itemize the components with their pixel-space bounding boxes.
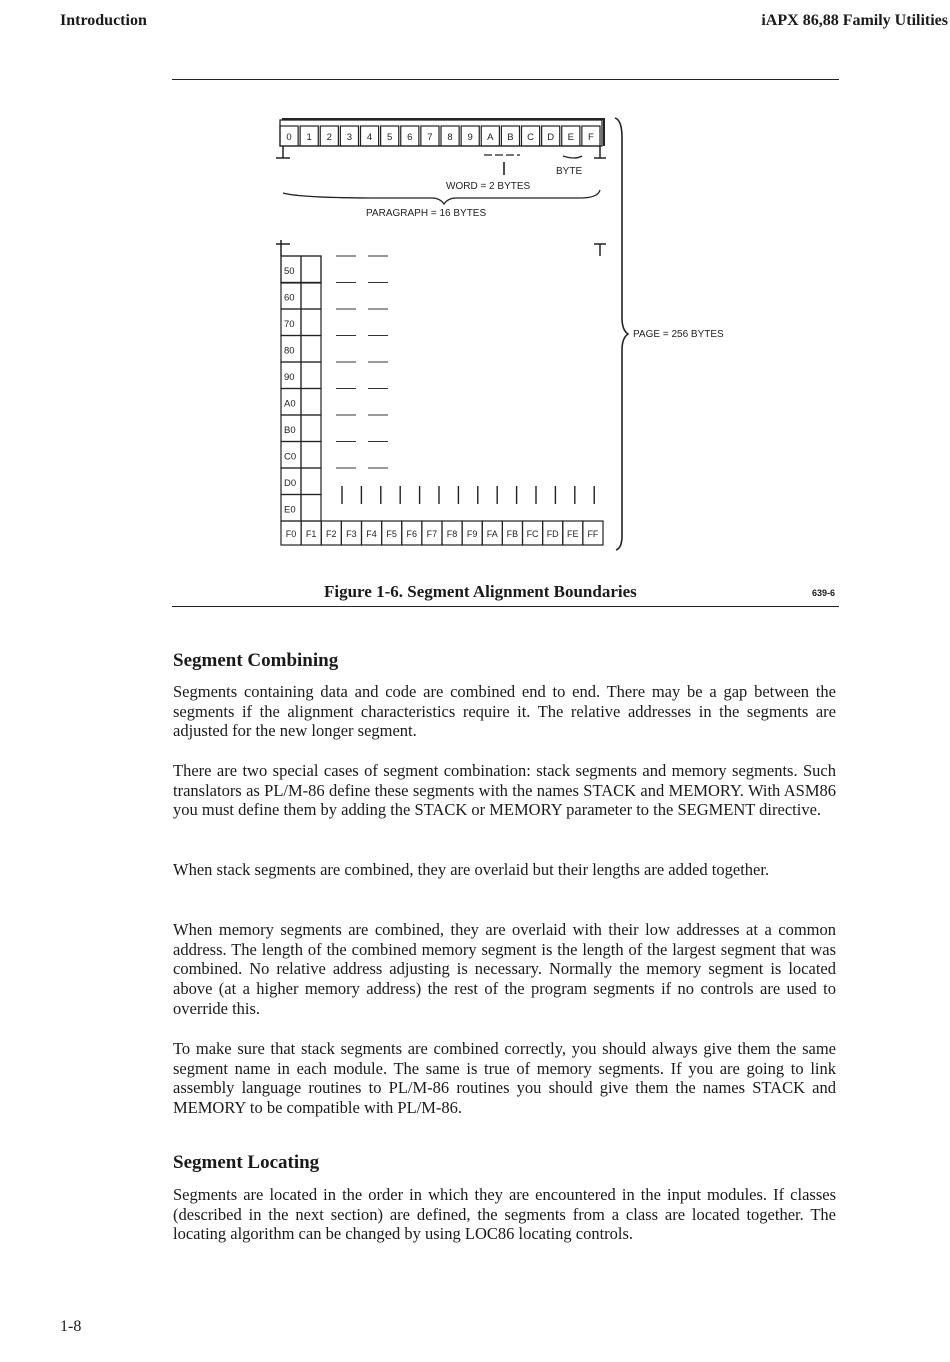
top-row-cell-label: C	[527, 132, 534, 143]
left-column-cell	[301, 336, 321, 363]
bottom-row-cell-label: FE	[567, 529, 579, 539]
figure-caption: Figure 1-6. Segment Alignment Boundaries	[324, 582, 637, 601]
top-row-cell-label: D	[547, 132, 555, 143]
bottom-row-cell-label: F4	[366, 529, 377, 539]
figure-code: 639-6	[812, 588, 836, 598]
top-row-cell-label: 2	[326, 132, 332, 143]
left-column-cell-label: 50	[284, 266, 295, 277]
byte-label: BYTE	[556, 166, 583, 177]
bottom-row-cell-label: F5	[386, 529, 397, 539]
figure-bottom-rule	[172, 606, 839, 607]
left-column-cell-label: 60	[284, 292, 295, 304]
left-column-cell-label: E0	[284, 504, 296, 516]
bottom-row-cell-label: F3	[346, 529, 357, 539]
byte-brace	[563, 156, 582, 158]
left-column-cell-label: B0	[284, 425, 296, 436]
paragraph: Segments are located in the order in which they are encountered in the input modules. If classes (described in the next section) are defined, the segments from a class are located together. The locating algorithm can be changed by using LOC86 locating controls.	[173, 1185, 836, 1244]
left-column-cell	[301, 495, 321, 522]
left-column-cell-label: C0	[284, 451, 297, 463]
left-column-cell	[301, 415, 321, 442]
top-row-cell-label: 3	[346, 132, 353, 143]
paragraph: When memory segments are combined, they are overlaid with their low addresses at a common address. The length of the combined memory segment is the length of the largest segment that was combined. No relative address adjusting is necessary. Normally the memory segment is located above (at a higher memory address) the rest of the program segments if no controls are used to override this.	[173, 920, 836, 1018]
bottom-row-cell-label: F0	[285, 529, 297, 539]
bottom-row-cell-label: F1	[305, 529, 317, 539]
left-column-cell	[301, 362, 321, 389]
left-column-cell	[301, 442, 321, 469]
bottom-row-cell-label: FA	[486, 529, 498, 539]
bottom-row-cell-label: F9	[466, 529, 478, 539]
top-row-cell-label: 0	[286, 132, 292, 143]
left-column-cell	[301, 468, 321, 495]
paragraph: There are two special cases of segment combination: stack segments and memory segments. Such translators as PL/M-86 define these segments with the names STACK and MEMORY. With ASM86 you must define them by adding the STACK or MEMORY parameter to the SEGMENT directive.	[173, 761, 836, 820]
bottom-row-cell-label: FC	[526, 529, 539, 539]
left-column-cell-label: 90	[284, 372, 295, 383]
top-row-cell-label: 9	[467, 132, 473, 143]
running-header-left: Introduction	[60, 12, 147, 29]
bottom-row-cell-label: FB	[506, 529, 519, 539]
segment-alignment-diagram	[0, 0, 950, 620]
page-label: PAGE = 256 BYTES	[633, 329, 724, 340]
bottom-row-cell-label: F8	[446, 529, 458, 539]
left-column-cell	[301, 256, 321, 283]
top-row-cell-label: A	[487, 132, 494, 143]
top-row-cell-label: 8	[447, 132, 453, 143]
top-row-cell-label: F	[588, 132, 594, 143]
paragraph-label: PARAGRAPH = 16 BYTES	[366, 208, 487, 219]
top-row-cell-label: 7	[427, 132, 433, 143]
page-brace	[615, 118, 628, 550]
section-heading-segment-locating: Segment Locating	[173, 1152, 320, 1173]
left-column-cell-label: A0	[284, 398, 296, 410]
top-row-cell-label: E	[567, 132, 574, 143]
paragraph-brace	[283, 190, 600, 204]
top-row-cell-label: B	[507, 132, 514, 143]
bottom-row-cell-label: FD	[546, 529, 559, 539]
top-row-cell-label: 1	[306, 132, 312, 143]
page-number: 1-8	[60, 1318, 82, 1335]
paragraph: Segments containing data and code are combined end to end. There may be a gap between the segments if the alignment characteristics require it. The relative addresses in the segments are adjusted for the new longer segment.	[173, 682, 836, 741]
left-column-cell	[301, 283, 321, 310]
left-column-cell-label: 80	[284, 345, 295, 357]
paragraph: To make sure that stack segments are combined correctly, you should always give them the same segment name in each module. The same is true of memory segments. If you are going to link assembly language routines to PL/M-86 routines you should give them the names STACK and MEMORY to be compatible with PL/M-86.	[173, 1039, 836, 1118]
bottom-row-cell-label: F2	[326, 529, 337, 539]
running-header-right: iAPX 86,88 Family Utilities	[761, 12, 948, 29]
bottom-row-cell-label: F6	[406, 529, 418, 539]
paragraph: When stack segments are combined, they are overlaid but their lengths are added together.	[173, 860, 770, 879]
word-label: WORD = 2 BYTES	[446, 181, 531, 192]
top-row-cell-label: 4	[366, 132, 373, 143]
left-column-cell	[301, 309, 321, 336]
left-column-cell-label: D0	[284, 478, 297, 489]
left-column-cell	[301, 389, 321, 416]
bottom-row-cell-label: FF	[587, 529, 599, 539]
left-column-cell-label: 70	[284, 319, 295, 330]
top-row-cell-label: 6	[407, 132, 413, 143]
top-row-cell-label: 5	[387, 132, 393, 143]
bottom-row-cell-label: F7	[426, 529, 438, 539]
section-heading-segment-combining: Segment Combining	[173, 650, 339, 671]
